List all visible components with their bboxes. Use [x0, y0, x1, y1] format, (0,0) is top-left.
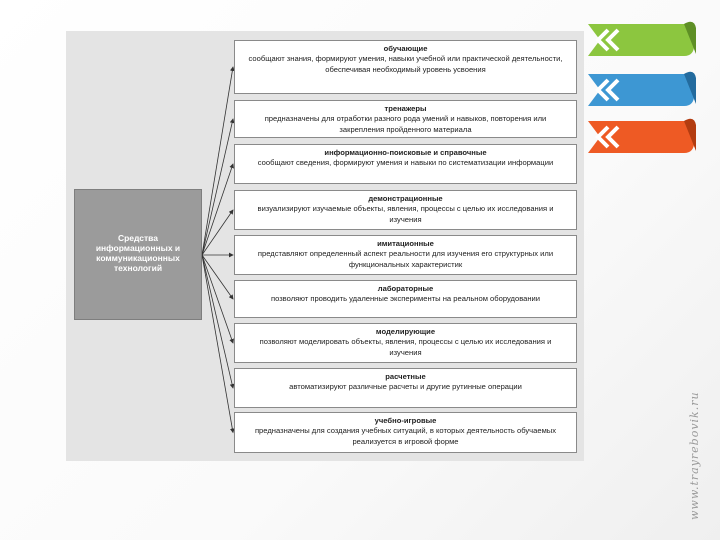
category-title: моделирующие — [375, 327, 436, 336]
category-box-trainers — [234, 100, 577, 138]
connector-arrow — [202, 255, 233, 299]
orange-ribbon-icon — [588, 117, 698, 157]
category-description: позволяют проводить удаленные эксперименты на реальном оборудовании — [270, 294, 541, 304]
connector-arrow — [202, 210, 233, 255]
green-ribbon-icon — [588, 20, 698, 60]
root-line-4: технологий — [113, 263, 163, 273]
root-line-3: коммуникационных — [96, 253, 180, 263]
category-description: предназначены для отработки разного рода умений и навыков, повторения или закрепления пройденного материала — [264, 114, 547, 134]
category-description: сообщают знания, формируют умения, навыки учебной или практической деятельности, обеспечивая необходимый уровень усвоения — [248, 54, 563, 74]
category-box-demonstration — [234, 190, 577, 230]
category-box-game — [234, 412, 577, 453]
connector-arrow — [202, 67, 233, 255]
category-title: обучающие — [383, 44, 428, 53]
category-title: информационно-поисковые и справочные — [324, 148, 487, 157]
category-title: тренажеры — [384, 104, 427, 113]
category-description: предназначены для создания учебных ситуаций, в которых деятельность обучаемых реализуется в игровой форме — [254, 426, 557, 446]
category-box-laboratory — [234, 280, 577, 318]
category-description: автоматизируют различные расчеты и другие рутинные операции — [289, 382, 522, 392]
category-title: демонстрационные — [368, 194, 443, 203]
category-box-calculation — [234, 368, 577, 408]
connector-arrow — [202, 119, 233, 255]
category-box-modeling — [234, 323, 577, 363]
connector-arrow — [202, 164, 233, 255]
root-node-ict-tools — [74, 189, 202, 320]
category-title: имитационные — [377, 239, 434, 248]
watermark-text: www.trayrebovik.ru — [688, 391, 701, 520]
root-line-1: Средства — [117, 233, 159, 243]
category-box-teaching — [234, 40, 577, 94]
category-description: визуализируют изучаемые объекты, явления, процессы с целью их исследования и изучения — [257, 204, 554, 224]
category-title: учебно-игровые — [374, 416, 437, 425]
connector-arrow — [202, 255, 233, 388]
connector-arrow — [202, 255, 233, 343]
category-box-simulation — [234, 235, 577, 275]
category-description: позволяют моделировать объекты, явления, процессы с целью их исследования и изучения — [259, 337, 552, 357]
category-description: сообщают сведения, формируют умения и навыки по систематизации информации — [257, 158, 554, 168]
blue-ribbon-icon — [588, 70, 698, 110]
category-title: расчетные — [385, 372, 426, 381]
category-description: представляют определенный аспект реальности для изучения его структурных или функциональных характеристик — [257, 249, 554, 269]
root-line-2: информационных и — [95, 243, 181, 253]
category-title: лабораторные — [377, 284, 434, 293]
category-box-reference — [234, 144, 577, 184]
connector-arrow — [202, 255, 233, 433]
